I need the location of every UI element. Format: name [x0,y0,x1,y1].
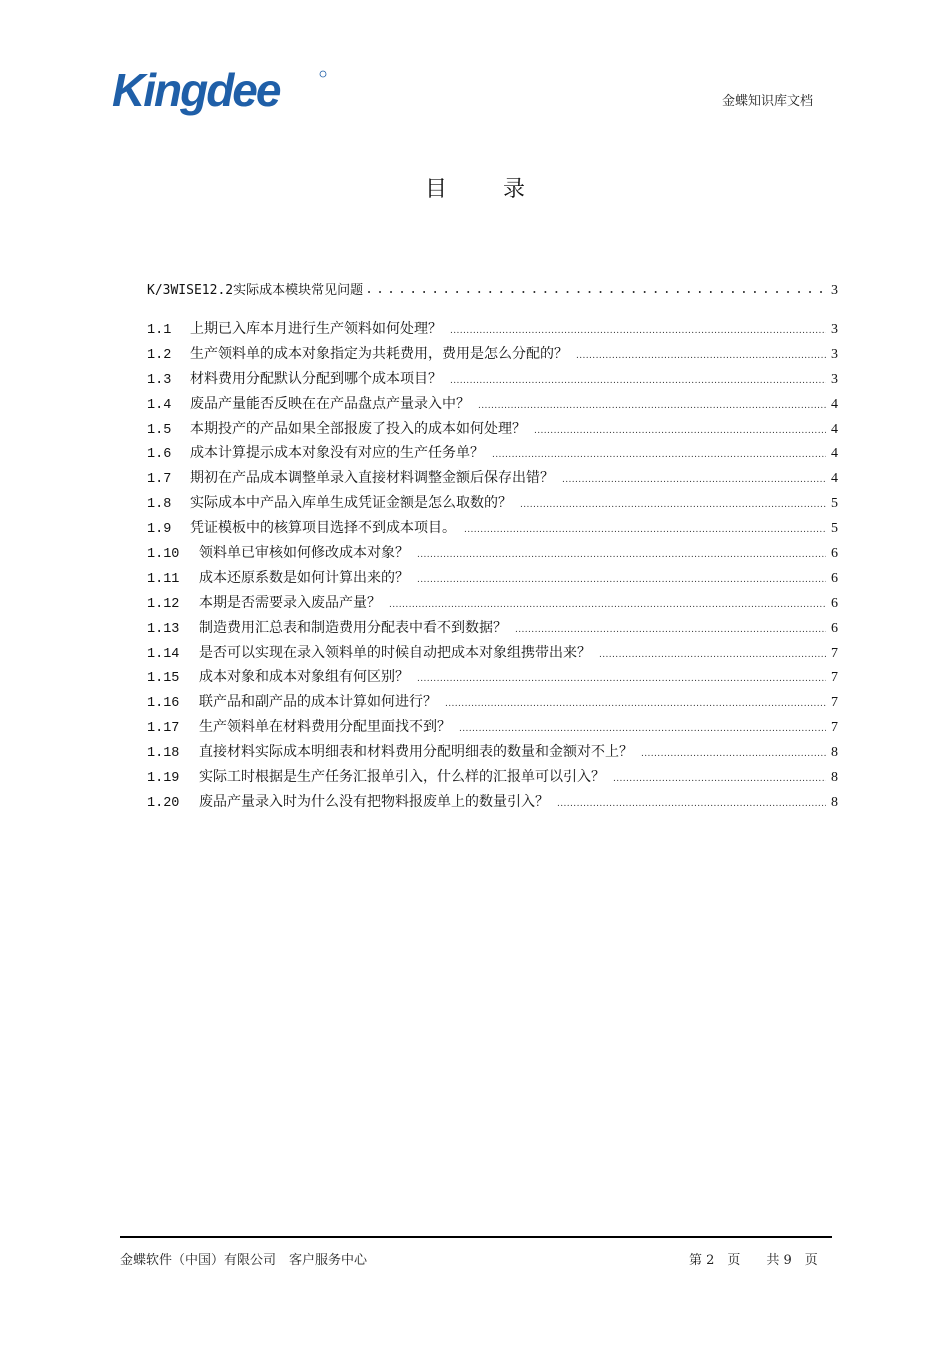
toc-entry-text: 期初在产品成本调整单录入直接材料调整金额后保存出错？ [190,470,554,487]
toc-entry-number: 1.1 [147,323,172,338]
toc-entry-text: 是否可以实现在录入领料单的时候自动把成本对象组携带出来？ [199,644,591,661]
toc-entry-number: 1.7 [147,472,172,488]
toc-entry-page: 7 [831,645,838,661]
dot-leader [534,420,826,434]
footer-page-info: 第 2 页 共 9 页 [689,1253,818,1268]
toc-entry[interactable] [147,441,838,466]
toc-entry[interactable] [147,541,838,566]
footer-rule [120,1236,832,1238]
dot-leader [365,282,824,298]
dot-leader [557,793,826,807]
toc-entry[interactable] [147,765,838,790]
toc-entry-text: 成本还原系数是如何计算出来的？ [199,569,409,586]
toc-entry-number: 1.11 [147,571,180,587]
toc-entry-number: 1.4 [147,397,172,413]
logo-text: Kingdee [112,64,280,116]
toc-entry-page: 6 [831,620,838,636]
toc-entry-number: 1.18 [147,746,180,762]
toc-entry-page: 4 [831,421,838,437]
toc-entry-number: 1.3 [147,372,172,388]
toc-entry-page: 8 [831,770,838,786]
toc-title-right: 录 [503,177,526,202]
toc-entry[interactable] [147,417,838,442]
toc-entry-page: 4 [831,396,838,412]
toc-entry-page: 8 [831,745,838,761]
toc-entry-text: 成本计算提示成本对象没有对应的生产任务单？ [190,445,484,462]
toc-entry[interactable] [147,790,838,815]
toc-entry-text: 领料单已审核如何修改成本对象？ [199,545,409,562]
toc-entry-number: 1.2 [147,347,172,363]
toc-entry-number: 1.15 [147,671,180,687]
dot-leader [613,768,826,782]
toc-entry-text: 制造费用汇总表和制造费用分配表中看不到数据？ [199,619,507,636]
doc-label: 金蝶知识库文档 [721,94,813,109]
dot-leader [464,519,826,533]
toc-entry-page: 8 [831,794,838,810]
toc-entry-main[interactable] [147,281,838,317]
toc-entry-page: 3 [831,322,838,337]
toc-entry-page: 5 [831,496,838,512]
toc-entry-page: 6 [831,546,838,562]
toc-entry-page: 7 [831,720,838,736]
toc-entry-number: 1.10 [147,547,180,563]
toc-entry-text: 上期已入库本月进行生产领料如何处理？ [190,321,442,337]
toc-entry[interactable] [147,342,838,367]
toc-entry-number: 1.13 [147,621,180,637]
toc-entry-text: 材料费用分配默认分配到哪个成本项目？ [190,370,442,387]
toc-entry-number: 1.16 [147,696,180,712]
toc-entry-list [147,317,838,815]
toc-entry[interactable] [147,591,838,616]
toc-entry-number: 1.8 [147,497,172,513]
toc-entry-text: 实际工时根据是生产任务汇报单引入，什么样的汇报单可以引入？ [199,769,605,786]
toc-entry-page: 7 [831,670,838,686]
toc-entry-page: 5 [831,521,838,537]
toc-entry-text: 成本对象和成本对象组有何区别？ [199,669,409,686]
toc-entry-page: 6 [831,595,838,611]
toc-entry-page: 3 [831,283,838,298]
registered-mark-icon [320,71,326,77]
toc-entry[interactable] [147,491,838,516]
toc-entry-page: 4 [831,446,838,462]
dot-leader [389,594,826,608]
toc-entry-text: 生产领料单在材料费用分配里面找不到？ [199,719,451,736]
dot-leader [492,444,826,458]
toc-entry-text: K/3WISE12.2实际成本模块常见问题 [147,283,364,298]
toc-entry-text: 废品产量能否反映在在产品盘点产量录入中？ [190,395,470,412]
toc-entry[interactable] [147,740,838,765]
dot-leader [450,320,826,334]
dot-leader [459,718,826,732]
dot-leader [478,395,826,409]
toc-entry-number: 1.5 [147,422,172,438]
toc-entry[interactable] [147,715,838,740]
toc-entry[interactable] [147,665,838,690]
dot-leader [576,345,826,359]
toc-entry-page: 6 [831,570,838,586]
dot-leader [562,469,826,483]
toc-entry-number: 1.14 [147,646,180,662]
toc-entry-text: 凭证模板中的核算项目选择不到成本项目。 [190,520,456,537]
toc-entry[interactable] [147,566,838,591]
toc-entry-page: 3 [831,371,838,387]
dot-leader [515,619,826,633]
toc-entry[interactable] [147,516,838,541]
toc-entry[interactable] [147,466,838,491]
dot-leader [599,644,826,658]
toc-entry-number: 1.19 [147,771,180,787]
toc-entry-text: 直接材料实际成本明细表和材料费用分配明细表的数量和金额对不上？ [199,744,633,761]
toc-entry-text: 联产品和副产品的成本计算如何进行？ [199,694,437,711]
toc-entry-page: 4 [831,471,838,487]
toc-entry[interactable] [147,317,838,342]
toc-entry-number: 1.6 [147,447,172,463]
toc-entry[interactable] [147,392,838,417]
toc-title-left: 目 [424,177,447,202]
toc-entry-text: 本期投产的产品如果全部报废了投入的成本如何处理？ [190,420,526,437]
toc-title [0,172,950,203]
toc-entry-text: 实际成本中产品入库单生成凭证金额是怎么取数的？ [190,495,512,512]
toc-entry-text: 废品产量录入时为什么没有把物料报废单上的数量引入？ [199,793,549,810]
toc-entry[interactable] [147,367,838,392]
footer-company: 金蝶软件（中国）有限公司 客户服务中心 [120,1253,368,1268]
toc-entry-number: 1.12 [147,596,180,612]
kingdee-logo [112,62,327,120]
dot-leader [445,693,826,707]
toc-entry-number: 1.20 [147,795,180,811]
toc-entry-text: 本期是否需要录入废品产量？ [199,594,381,611]
toc-entry[interactable] [147,616,838,641]
toc-entry[interactable] [147,690,838,715]
dot-leader [641,743,826,757]
toc-entry-page: 7 [831,695,838,711]
toc-entry-number: 1.17 [147,721,180,737]
toc-entry-text: 生产领料单的成本对象指定为共耗费用，费用是怎么分配的？ [190,345,568,362]
dot-leader [417,544,826,558]
toc-entry[interactable] [147,641,838,666]
table-of-contents [147,281,838,815]
toc-entry-page: 3 [831,346,838,362]
dot-leader [417,668,826,682]
dot-leader [450,370,826,384]
dot-leader [520,494,826,508]
dot-leader [417,569,826,583]
toc-entry-number: 1.9 [147,522,172,538]
